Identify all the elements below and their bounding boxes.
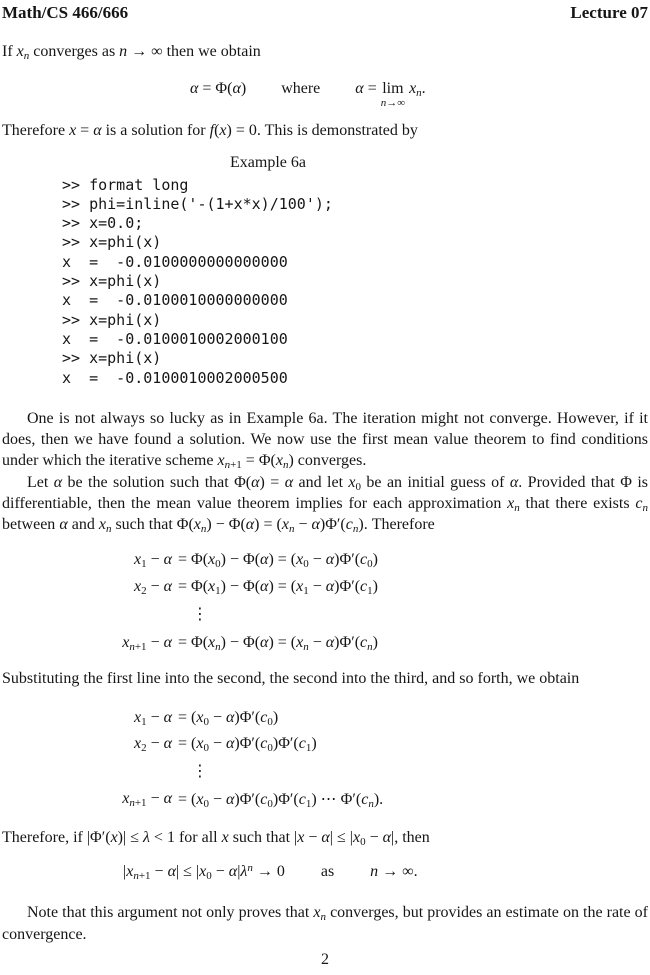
code-line: >> format long (62, 175, 189, 194)
eq-rhs: = $(x_0 - \alpha)\Phi'(c_0)\Phi'(c_1)$ ⋯ $\Phi'(c_n)$. (178, 788, 384, 810)
course-title: Math/CS 466/666 (2, 3, 129, 22)
eq-lhs: $x_1 - \alpha$ (133, 708, 172, 728)
vdots-symbol: ⋮ (192, 760, 208, 780)
paragraph-therefore: Therefore x = α is a solution for f(x) = 0. This is demonstrated by (2, 122, 418, 140)
lim-subscript: n→∞ (380, 97, 406, 110)
page-header (2, 2, 648, 23)
paragraph-convergence-discussion: One is not always so lucky as in Example 6a. The iteration might not converge. However, if it does, then we have found a solution. We now use the first mean value theorem to find conditions under which the iterative scheme $x_{n+1} = \Phi(x_n)$ converges. (2, 409, 648, 472)
where-connector: where (281, 80, 321, 98)
eq-vdots-row (172, 600, 648, 629)
eq-rhs: = $(x_0 - \alpha)\Phi'(c_0)\Phi'(c_1)$ (178, 734, 317, 754)
eq-convergence-main: $|x_{n+1} - \alpha| \le |x_0 - \alpha|\lambda^n \to 0$ (123, 862, 285, 883)
lecture-number: Lecture 07 (570, 3, 648, 22)
lim-word: lim (382, 80, 404, 98)
eq-lhs: $x_{n+1} - \alpha$ (122, 789, 172, 809)
eq-vdots-row (172, 757, 648, 786)
code-line: >> x=phi(x) (62, 272, 162, 291)
display-eq-fixed-point (190, 78, 648, 108)
eq-lhs: $x_{n+1} - \alpha$ (122, 633, 172, 653)
as-connector: as (320, 863, 335, 881)
eq-rhs: = $(x_0 - \alpha)\Phi'(c_0)$ (178, 708, 279, 728)
eq-lhs: $x_1 - \alpha$ (133, 550, 172, 570)
eq-vdots-spacer (2, 600, 172, 629)
code-line: >> phi=inline('-(1+x*x)/100'); (62, 194, 333, 213)
eq-limit-post: $x_n$. (409, 80, 426, 100)
eq-vdots-spacer (2, 757, 172, 786)
paragraph-lambda-condition: Therefore, if |Φ′(x)| ≤ λ < 1 for all x such that $|x - \alpha| \le |x_0 - \alpha|$, then (2, 828, 430, 848)
code-line: >> x=phi(x) (62, 349, 162, 368)
paragraph-substitution: Substituting the first line into the second, the second into the third, and so forth, we obtain (2, 669, 580, 687)
code-line: x = -0.0100010000000000 (62, 291, 288, 310)
paragraph-intro: If $x_n$ converges as n → ∞ then we obtain (2, 43, 261, 62)
code-line: >> x=phi(x) (62, 310, 162, 329)
limit-operator (381, 81, 405, 109)
eq-lhs: $x_2 - \alpha$ (133, 577, 172, 597)
eq-convergence-tail: n → ∞. (370, 863, 418, 881)
vdots-symbol: ⋮ (192, 603, 208, 623)
code-line: x = -0.0100010002000100 (62, 329, 288, 348)
equation-array-mvt (2, 546, 648, 656)
eq-rhs: = $\Phi(x_1) - \Phi(\alpha) = (x_1 - \alpha)\Phi'(c_1)$ (178, 577, 378, 597)
code-line: >> x=phi(x) (62, 233, 162, 252)
eq-lhs: $x_2 - \alpha$ (133, 734, 172, 754)
eq-fixed-point-lhs: α = Φ(α) (190, 80, 247, 98)
eq-rhs: = $\Phi(x_n) - \Phi(\alpha) = (x_n - \alpha)\Phi'(c_n)$ (178, 633, 378, 653)
equation-array-product (2, 705, 648, 813)
eq-rhs: = $\Phi(x_0) - \Phi(\alpha) = (x_0 - \alpha)\Phi'(c_0)$ (178, 550, 378, 570)
display-eq-convergence (123, 860, 648, 884)
paragraph-rate-note: Note that this argument not only proves that $x_n$ converges, but provides an estimate on the rate of convergence. (2, 904, 648, 943)
example-title: Example 6a (230, 153, 306, 171)
paragraph-mean-value: Let α be the solution such that Φ(α) = α and let $x_0$ be an initial guess of α. Provided that Φ is differentiable, then the mean value theorem implies for each approximation $x_n$ that there exists $c_n$ between α and $x_n$ such that $\Phi(x_n) - \Phi(\alpha) = (x_n - \alpha)\Phi'(c_n)$. Therefore (2, 473, 649, 536)
eq-limit-pre: α = (355, 80, 381, 98)
code-line: x = -0.0100000000000000 (62, 252, 288, 271)
matlab-code-block (62, 176, 648, 388)
code-line: >> x=0.0; (62, 214, 144, 233)
code-line: x = -0.0100010002000500 (62, 368, 288, 387)
page-number: 2 (321, 951, 329, 968)
